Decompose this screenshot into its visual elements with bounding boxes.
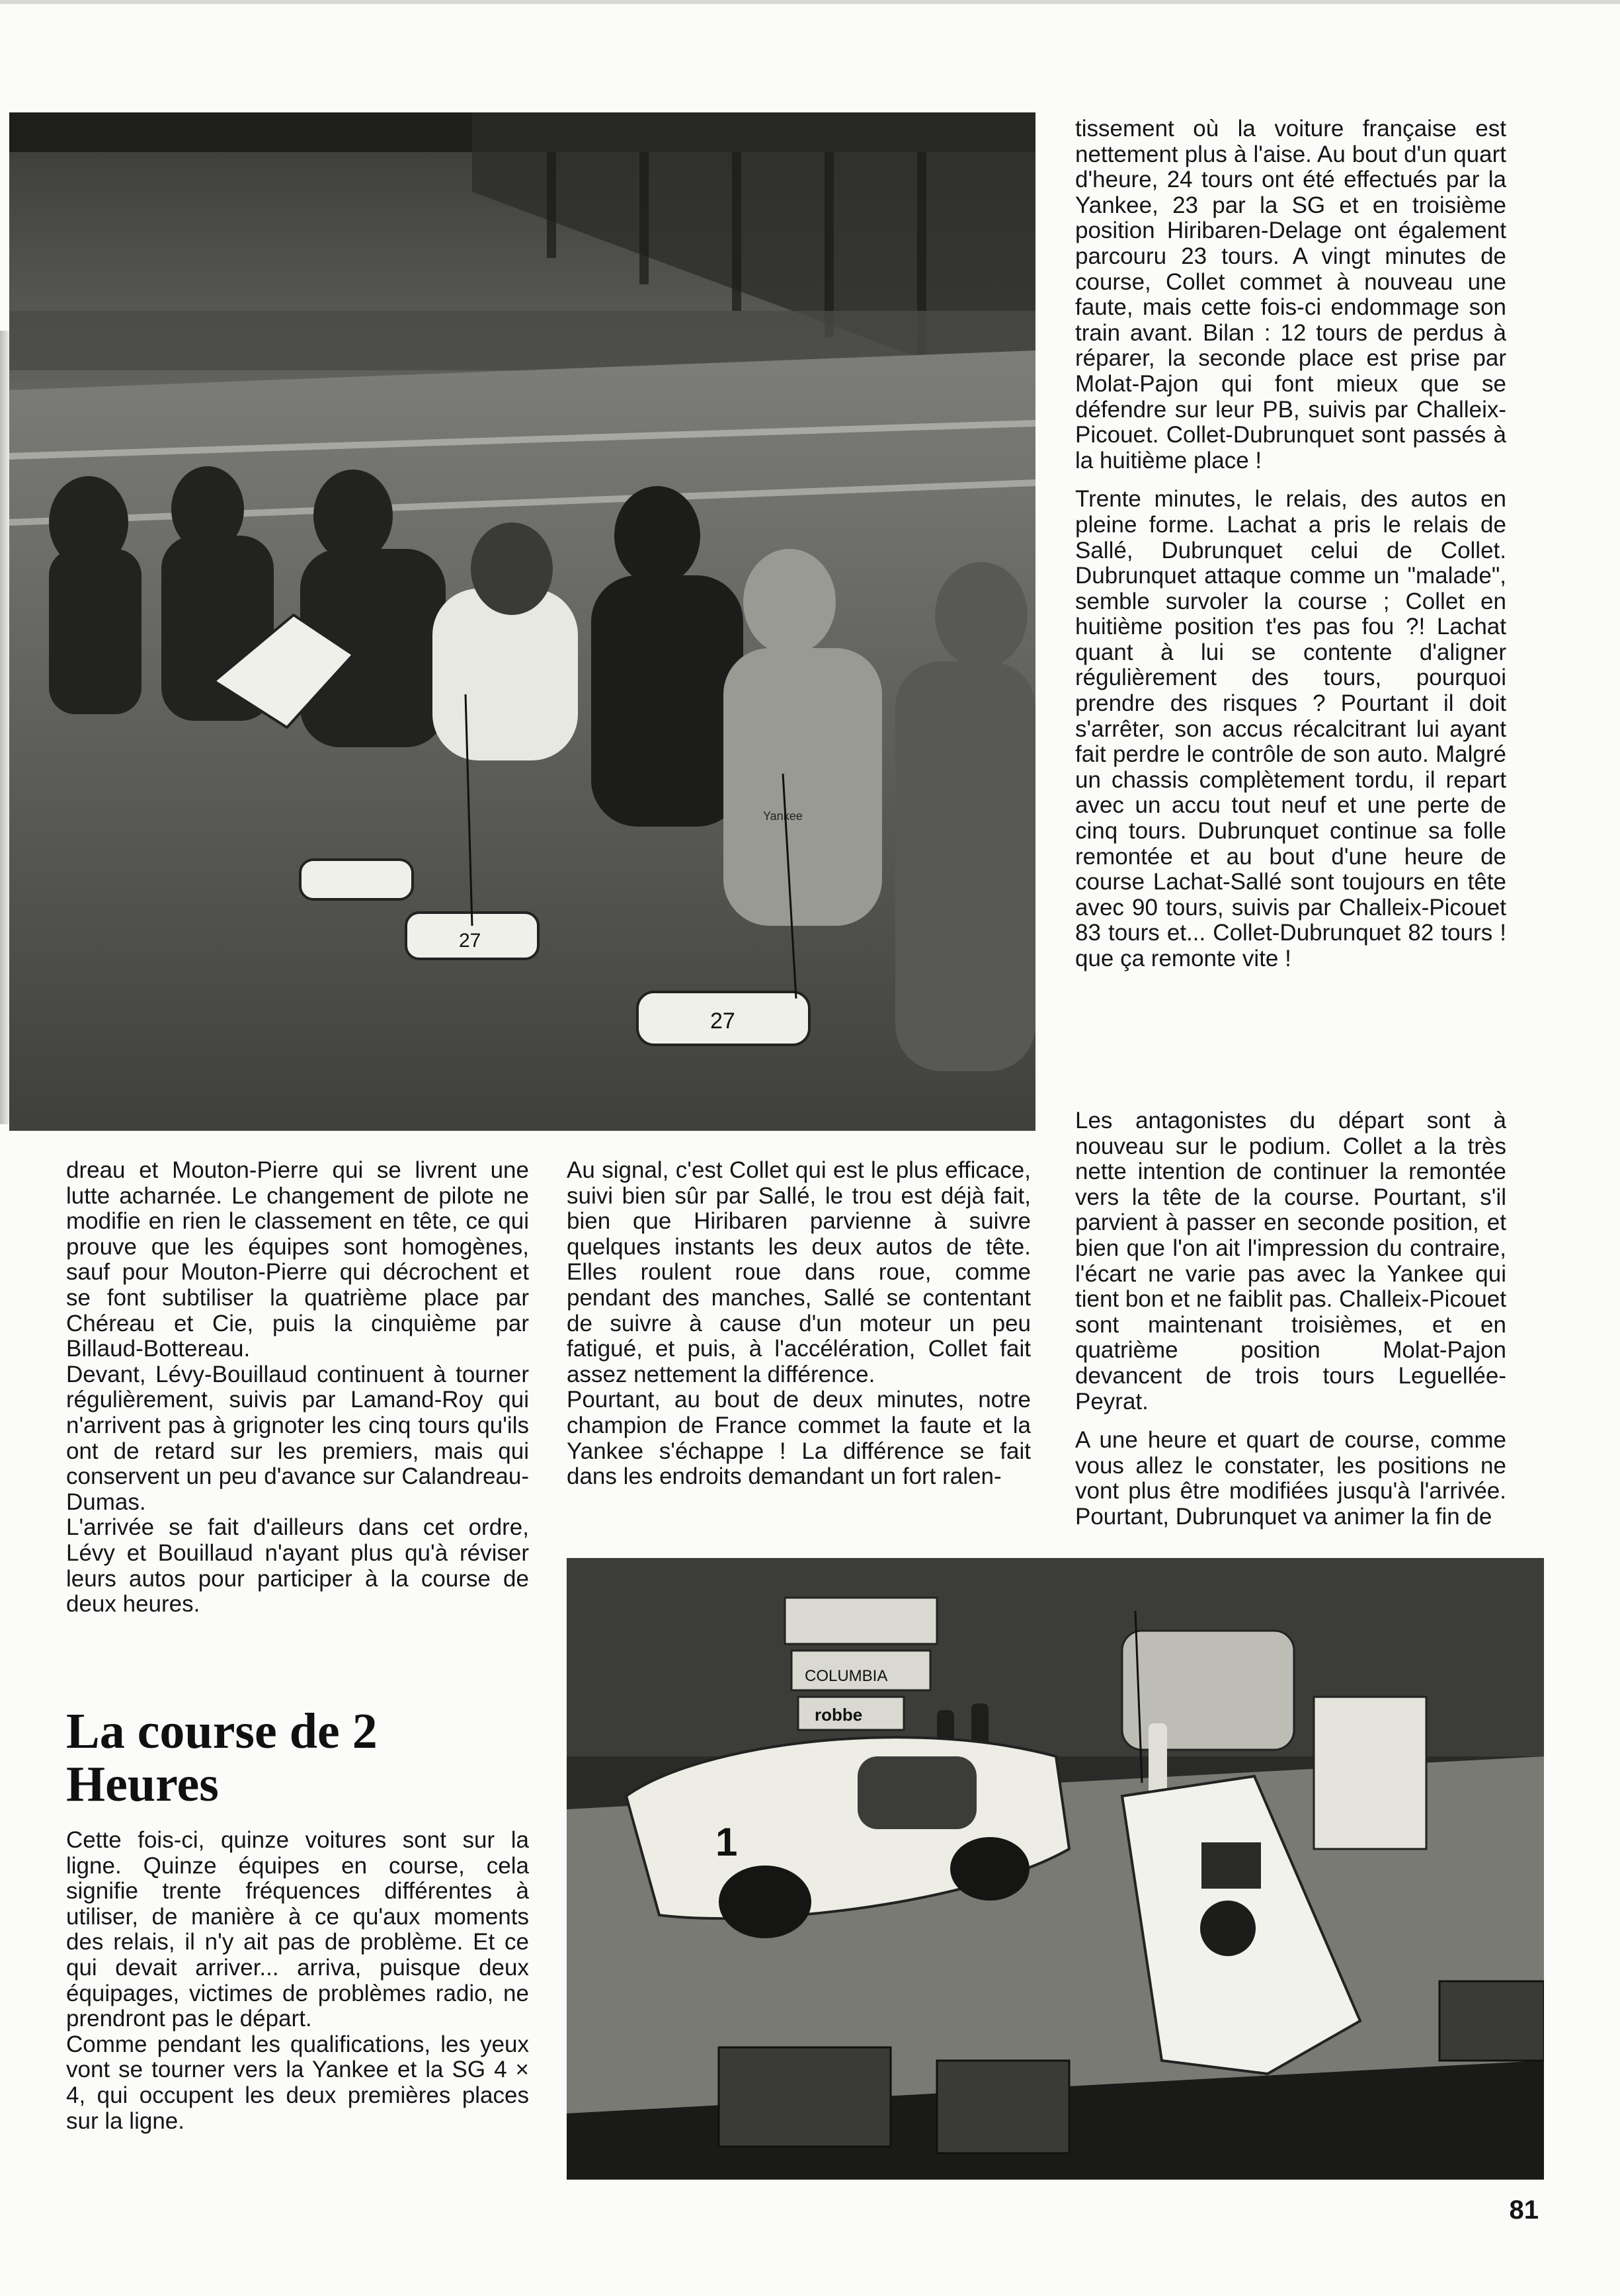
- car-number-1: 1: [715, 1820, 738, 1864]
- paragraph: Trente minutes, le relais, des autos en pleine forme. Lachat a pris le relais de Sallé, Dubrunquet celui de Collet. Dubrunquet attaque comme un "malade", semble survoler la course ; Collet en huitième position t'es pas fou ?! Lachat quant à lui se contente d'aligner régulièrement des tours, pourquoi prendre des risques ? Pourtant il doit s'arrêter, son accus récalcitrant lui ayant fait perdre le contrôle de son auto. Malgré un chassis complètement tordu, il repart avec un accu tout neuf et une perte de cinq tours. Dubrunquet continue sa folle remontée et au bout d'une heure de course Lachat-Sallé sont toujours en tête avec 90 tours, suivis par Challeix-Picouet 83 tours et... Collet-Dubrunquet 82 tours ! que ça remonte vite !: [1075, 486, 1506, 971]
- photo-drivers-on-track: [9, 112, 1035, 1131]
- paragraph: Devant, Lévy-Bouillaud continuent à tourner régulièrement, suivis par Lamand-Roy qui n'arrivent pas à grignoter les cinq tours qu'ils ont de retard sur les premiers, mais qui conservent un peu d'avance sur Calandreau-Dumas.: [66, 1361, 529, 1515]
- paragraph: tissement où la voiture française est nettement plus à l'aise. Au bout d'un quart d'heure, 24 tours ont été effectués par la Yankee, 23 par la SG et en troisième position Hiribaren-Delage ont également parcouru 23 tours. A vingt minutes de course, Collet commet à nouveau une faute, mais cette fois-ci endommage son train avant. Bilan : 12 tours de perdus à réparer, la seconde place est prise par Molat-Pajon qui font mieux que se défendre sur leur PB, suivis par Challeix-Picouet. Collet-Dubrunquet sont passés à la huitième place !: [1075, 116, 1506, 473]
- paragraph: Les antagonistes du départ sont à nouveau sur le podium. Collet a la très nette intention de continuer la remontée vers la tête de la course. Pourtant, s'il parvient à passer en seconde position, et bien que l'on ait l'impression du contraire, l'écart ne varie pas avec la Yankee qui tient bon et ne faiblit pas. Challeix-Picouet sont maintenant troisièmes, et en quatrième position Molat-Pajon devancent de trois tours Leguellée-Peyrat.: [1075, 1108, 1506, 1414]
- paragraph: Cette fois-ci, quinze voitures sont sur la ligne. Quinze équipes en course, cela signifie trente fréquences différentes à utiliser, de manière à ce qu'aux moments des relais, il n'y ait pas de problème. Et ce qui devait arriver... arriva, puisque deux équipages, victimes de problèmes radio, ne prendront pas le départ.: [66, 1827, 529, 2032]
- car-number-27: 27: [710, 1008, 735, 1034]
- text-column-middle: [567, 1158, 1031, 1490]
- paragraph: Pourtant, au bout de deux minutes, notre champion de France commet la faute et la Yankee s'échappe ! La différence se fait dans les endroits demandant un fort ralen-: [567, 1387, 1031, 1490]
- text-column-right-bottom: [1075, 1108, 1506, 1530]
- box-label-columbia: COLUMBIA: [805, 1667, 888, 1685]
- text-column-right-top: [1075, 116, 1506, 972]
- photo-cars-on-workbench: [567, 1558, 1544, 2180]
- text-column-left-bottom: [66, 1828, 529, 2134]
- paragraph: L'arrivée se fait d'ailleurs dans cet ordre, Lévy et Bouillaud n'ayant plus qu'à réviser leurs autos pour participer à la course de deux heures.: [66, 1514, 529, 1618]
- paragraph: dreau et Mouton-Pierre qui se livrent une lutte acharnée. Le changement de pilote ne modifie en rien le classement en tête, ce qui prouve que les équipes sont homogènes, sauf pour Mouton-Pierre qui décrochent et se font subtiliser la quatrième place par Chéreau et Cie, puis la cinquième par Billaud-Bottereau.: [66, 1157, 529, 1362]
- paragraph: A une heure et quart de course, comme vous allez le constater, les positions ne vont plus être modifiées jusqu'à l'arrivée. Pourtant, Dubrunquet va animer la fin de: [1075, 1427, 1506, 1530]
- binding-shadow: [0, 331, 9, 1124]
- car-number-27-b: 27: [459, 930, 481, 952]
- paragraph: Au signal, c'est Collet qui est le plus efficace, suivi bien sûr par Sallé, le trou est déjà fait, bien que Hiribaren parvienne à suivre quelques instants les deux autos de tête. Elles roulent roue dans roue, comme pendant des manches, Sallé se contentant de suivre à cause d'un moteur un peu fatigué, et puis, à l'accélération, Collet fait assez nettement la différence.: [567, 1157, 1031, 1387]
- paragraph: Comme pendant les qualifications, les yeux vont se tourner vers la Yankee et la SG 4 × 4, qui occupent les deux premières places sur la ligne.: [66, 2031, 529, 2134]
- box-label-robbe: robbe: [815, 1705, 863, 1725]
- page-top-rule: [0, 0, 1620, 4]
- jacket-logo-text: Yankee: [763, 809, 803, 823]
- page-number: 81: [1509, 2195, 1539, 2225]
- section-heading: La course de 2 Heures: [66, 1703, 378, 1812]
- text-column-left: [66, 1158, 529, 1618]
